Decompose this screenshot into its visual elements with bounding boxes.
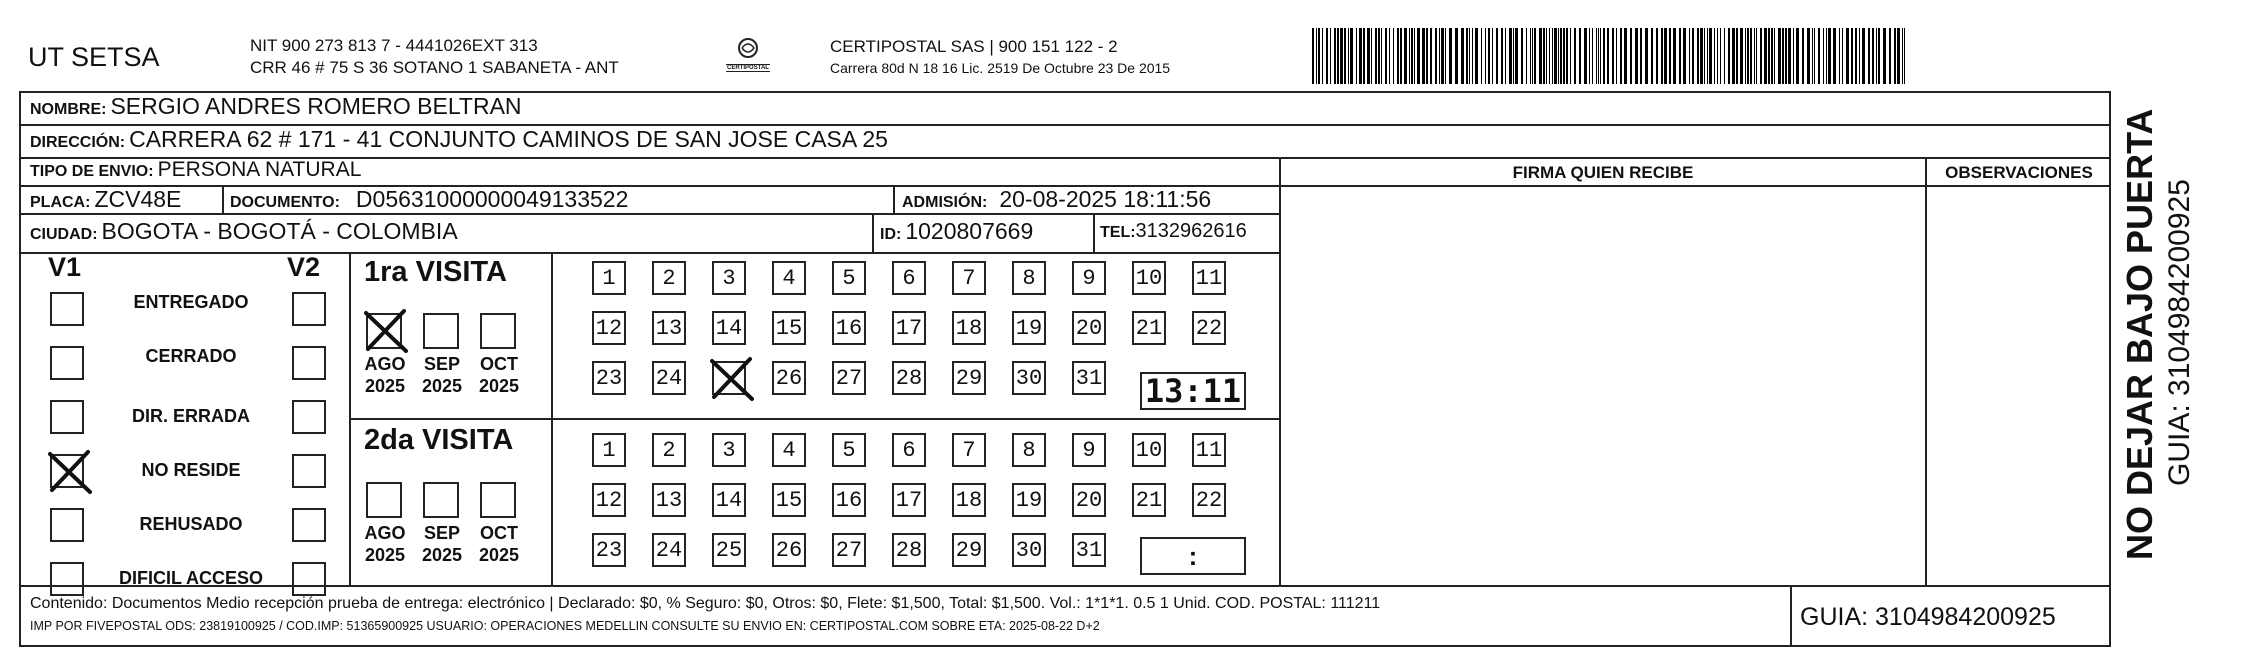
- day-box[interactable]: [1192, 433, 1226, 467]
- day-number: 11: [1195, 266, 1223, 291]
- day-box[interactable]: [712, 533, 746, 567]
- day-box[interactable]: [712, 261, 746, 295]
- day-box[interactable]: [892, 433, 926, 467]
- ciudad-label: CIUDAD:: [30, 226, 98, 243]
- day-number: 29: [955, 366, 983, 391]
- day-number: 23: [595, 366, 623, 391]
- day-number: 21: [1135, 488, 1163, 513]
- status-label: DIFICIL ACCESO: [118, 568, 263, 588]
- day-box[interactable]: [952, 433, 986, 467]
- nombre-label: NOMBRE:: [30, 101, 107, 118]
- visita1-time-box: [1140, 372, 1246, 410]
- day-number: 16: [835, 488, 863, 513]
- month-checkbox[interactable]: [423, 313, 459, 349]
- day-box[interactable]: [1132, 433, 1166, 467]
- tel-label: TEL:: [1100, 224, 1136, 241]
- day-box[interactable]: [1012, 311, 1046, 345]
- day-box[interactable]: [712, 361, 746, 395]
- day-box[interactable]: [952, 261, 986, 295]
- day-box[interactable]: [892, 483, 926, 517]
- visita2-time: :: [1188, 541, 1198, 571]
- day-box[interactable]: [1132, 311, 1166, 345]
- placa-row: [30, 186, 181, 213]
- day-box[interactable]: [892, 533, 926, 567]
- day-box[interactable]: [952, 483, 986, 517]
- certipostal-logo-icon: [733, 36, 763, 62]
- day-number: 4: [782, 438, 796, 463]
- documento-value: D05631000000049133522: [355, 186, 629, 212]
- day-number: 10: [1135, 266, 1163, 291]
- day-box[interactable]: [1012, 433, 1046, 467]
- day-box[interactable]: [772, 533, 806, 567]
- visita2-title: 2da VISITA: [364, 424, 514, 456]
- status-label: CERRADO: [145, 346, 237, 366]
- day-number: 3: [722, 266, 736, 291]
- day-number: 21: [1135, 316, 1163, 341]
- v1-checkbox[interactable]: [50, 292, 84, 326]
- day-box[interactable]: [712, 311, 746, 345]
- day-number: 1: [602, 438, 616, 463]
- observaciones-header: OBSERVACIONES: [1945, 163, 2093, 182]
- day-number: 22: [1195, 488, 1223, 513]
- v1-label: V1: [48, 252, 82, 282]
- day-number: 7: [962, 438, 976, 463]
- day-box[interactable]: [1072, 433, 1106, 467]
- day-box[interactable]: [592, 261, 626, 295]
- day-number: 9: [1082, 438, 1096, 463]
- day-box[interactable]: [652, 483, 686, 517]
- day-box[interactable]: [1012, 361, 1046, 395]
- day-number: 22: [1195, 316, 1223, 341]
- v1-checkbox[interactable]: [50, 508, 84, 542]
- direccion-label: DIRECCIÓN:: [30, 134, 126, 151]
- day-box[interactable]: [652, 433, 686, 467]
- day-number: 19: [1015, 316, 1043, 341]
- month-label: SEP: [423, 523, 461, 543]
- day-number: 24: [655, 366, 683, 391]
- placa-label: PLACA:: [30, 194, 91, 211]
- day-box[interactable]: [652, 311, 686, 345]
- day-number: 26: [775, 538, 803, 563]
- id-row: [880, 218, 1033, 245]
- direccion-value: CARRERA 62 # 171 - 41 CONJUNTO CAMINOS DE SAN JOSE CASA 25: [129, 126, 888, 152]
- day-number: 17: [895, 316, 923, 341]
- day-number: 17: [895, 488, 923, 513]
- day-number: 23: [595, 538, 623, 563]
- day-box[interactable]: [832, 533, 866, 567]
- month-checkbox[interactable]: [366, 313, 402, 349]
- id-value: 1020807669: [905, 218, 1034, 244]
- v2-checkbox[interactable]: [292, 346, 326, 380]
- v2-label: V2: [287, 252, 321, 282]
- day-number: 27: [835, 538, 863, 563]
- day-number: 19: [1015, 488, 1043, 513]
- day-number: 27: [835, 366, 863, 391]
- day-number: 25: [715, 538, 743, 563]
- day-number: 28: [895, 366, 923, 391]
- day-number: 4: [782, 266, 796, 291]
- day-number: 29: [955, 538, 983, 563]
- day-number: 18: [955, 488, 983, 513]
- month-label: OCT: [480, 523, 518, 543]
- month-checkbox[interactable]: [366, 482, 402, 518]
- day-number: 8: [1022, 438, 1036, 463]
- v2-checkbox[interactable]: [292, 454, 326, 488]
- day-box[interactable]: [832, 483, 866, 517]
- direccion-row: [30, 126, 888, 153]
- day-box[interactable]: [832, 311, 866, 345]
- day-box[interactable]: [652, 361, 686, 395]
- v1-checkbox[interactable]: [50, 346, 84, 380]
- day-number: 13: [655, 316, 683, 341]
- day-number: 5: [842, 266, 856, 291]
- day-box[interactable]: [832, 433, 866, 467]
- tipo-row: [30, 158, 361, 182]
- day-box[interactable]: [1192, 311, 1226, 345]
- documento-row: [230, 186, 628, 213]
- month-checkbox[interactable]: [423, 482, 459, 518]
- v2-checkbox[interactable]: [292, 292, 326, 326]
- day-number: 8: [1022, 266, 1036, 291]
- day-number: 2: [662, 266, 676, 291]
- day-number: 12: [595, 316, 623, 341]
- status-label: DIR. ERRADA: [131, 406, 250, 426]
- month-checkbox[interactable]: [480, 313, 516, 349]
- id-label: ID:: [880, 226, 902, 243]
- barcode-icon: [1312, 28, 1910, 84]
- day-number: 5: [842, 438, 856, 463]
- footer-impresion: IMP POR FIVEPOSTAL ODS: 23819100925 / COD.IMP: 51365900925 USUARIO: OPERACIONES MEDELLIN CONSULTE SU ENVIO EN: CERTIPOSTAL.COM SOBRE ETA: 2025-08-22 D+2: [30, 619, 1100, 633]
- tel-value: 3132962616: [1135, 220, 1247, 242]
- admision-value: 20-08-2025 18:11:56: [999, 186, 1212, 212]
- year-label: 2025: [421, 545, 463, 565]
- nombre-value: SERGIO ANDRES ROMERO BELTRAN: [110, 93, 522, 119]
- day-box[interactable]: [772, 261, 806, 295]
- certipostal-logo: [726, 36, 770, 84]
- month-label: AGO: [364, 354, 406, 374]
- day-box[interactable]: [832, 361, 866, 395]
- day-number: 1: [602, 266, 616, 291]
- day-number: 9: [1082, 266, 1096, 291]
- ciudad-value: BOGOTA - BOGOTÁ - COLOMBIA: [101, 218, 458, 244]
- day-box[interactable]: [1072, 483, 1106, 517]
- day-number: 2: [662, 438, 676, 463]
- day-number: 11: [1195, 438, 1223, 463]
- nombre-row: [30, 93, 522, 120]
- day-box[interactable]: [1012, 483, 1046, 517]
- day-number: 7: [962, 266, 976, 291]
- day-number: 12: [595, 488, 623, 513]
- status-label: ENTREGADO: [133, 292, 249, 312]
- day-number: 6: [902, 438, 916, 463]
- day-box[interactable]: [1192, 261, 1226, 295]
- year-label: 2025: [478, 545, 520, 565]
- v1-checkbox[interactable]: [50, 400, 84, 434]
- month-checkbox[interactable]: [480, 482, 516, 518]
- no-dejar-text: NO DEJAR BAJO PUERTA: [2119, 108, 2160, 560]
- year-label: 2025: [364, 545, 406, 565]
- day-number: 16: [835, 316, 863, 341]
- day-number: 3: [722, 438, 736, 463]
- day-box[interactable]: [652, 533, 686, 567]
- day-box[interactable]: [592, 433, 626, 467]
- status-label: REHUSADO: [139, 514, 243, 534]
- firma-header: FIRMA QUIEN RECIBE: [1512, 163, 1694, 182]
- admision-label: ADMISIÓN:: [902, 194, 988, 211]
- day-box[interactable]: [1072, 533, 1106, 567]
- nit-line: NIT 900 273 813 7 - 4441026EXT 313: [250, 36, 538, 55]
- day-number: 20: [1075, 488, 1103, 513]
- day-box[interactable]: [952, 533, 986, 567]
- day-box[interactable]: [712, 433, 746, 467]
- day-box[interactable]: [1072, 261, 1106, 295]
- day-number: 28: [895, 538, 923, 563]
- day-box[interactable]: [772, 311, 806, 345]
- company-name: UT SETSA: [28, 42, 160, 72]
- day-box[interactable]: [1072, 361, 1106, 395]
- footer-contenido: Contenido: Documentos Medio recepción prueba de entrega: electrónico | Declarado: $0, % Seguro: $0, Otros: $0, Flete: $1,500, Total: $1,500. Vol.: 1*1*1. 0.5 1 Unid. COD. POSTAL: 111211: [30, 595, 1381, 612]
- placa-value: ZCV48E: [94, 186, 182, 212]
- day-box[interactable]: [832, 261, 866, 295]
- day-box[interactable]: [592, 311, 626, 345]
- visita2-time-box: [1140, 537, 1246, 575]
- year-label: 2025: [364, 376, 406, 396]
- day-box[interactable]: [1012, 533, 1046, 567]
- day-number: 20: [1075, 316, 1103, 341]
- day-number: 31: [1075, 366, 1103, 391]
- side-warning: [2118, 108, 2198, 560]
- tipo-value: PERSONA NATURAL: [157, 158, 362, 181]
- tel-row: [1100, 220, 1247, 243]
- v2-checkbox[interactable]: [292, 400, 326, 434]
- day-box[interactable]: [592, 533, 626, 567]
- day-box[interactable]: [1072, 311, 1106, 345]
- day-box[interactable]: [892, 311, 926, 345]
- tipo-label: TIPO DE ENVIO:: [30, 163, 154, 180]
- side-guia-text: GUIA: 3104984200925: [2163, 179, 2196, 486]
- day-number: 18: [955, 316, 983, 341]
- day-box[interactable]: [1132, 483, 1166, 517]
- documento-label: DOCUMENTO:: [230, 194, 340, 211]
- day-number: 6: [902, 266, 916, 291]
- day-number: 26: [775, 366, 803, 391]
- v1-checkbox[interactable]: [50, 454, 84, 488]
- day-number: 15: [775, 488, 803, 513]
- day-box[interactable]: [1012, 261, 1046, 295]
- day-number: 13: [655, 488, 683, 513]
- day-number: 24: [655, 538, 683, 563]
- day-number: 10: [1135, 438, 1163, 463]
- day-number: 14: [715, 316, 743, 341]
- year-label: 2025: [478, 376, 520, 396]
- day-box[interactable]: [592, 361, 626, 395]
- day-box[interactable]: [1132, 261, 1166, 295]
- day-box[interactable]: [772, 361, 806, 395]
- day-number: 14: [715, 488, 743, 513]
- visita1-title: 1ra VISITA: [364, 256, 507, 288]
- certipostal-address: Carrera 80d N 18 16 Lic. 2519 De Octubre 23 De 2015: [830, 60, 1171, 76]
- day-box[interactable]: [772, 433, 806, 467]
- admision-row: [902, 186, 1211, 213]
- month-label: OCT: [480, 354, 518, 374]
- status-label: NO RESIDE: [141, 460, 241, 480]
- day-box[interactable]: [772, 483, 806, 517]
- address-line: CRR 46 # 75 S 36 SOTANO 1 SABANETA - ANT: [250, 58, 619, 77]
- day-number: 30: [1015, 538, 1043, 563]
- visita1-time: 13:11: [1144, 372, 1242, 410]
- month-label: SEP: [423, 354, 461, 374]
- footer-guia: GUIA: 3104984200925: [1800, 603, 2056, 631]
- day-number: 30: [1015, 366, 1043, 391]
- logo-text: CERTIPOSTAL: [727, 65, 769, 71]
- day-box[interactable]: [712, 483, 746, 517]
- year-label: 2025: [421, 376, 463, 396]
- day-box[interactable]: [892, 361, 926, 395]
- v1-checkbox[interactable]: [50, 562, 84, 596]
- day-box[interactable]: [592, 483, 626, 517]
- day-box[interactable]: [952, 361, 986, 395]
- ciudad-row: [30, 218, 458, 245]
- v2-checkbox[interactable]: [292, 562, 326, 596]
- day-box[interactable]: [652, 261, 686, 295]
- day-box[interactable]: [1192, 483, 1226, 517]
- month-label: AGO: [364, 523, 406, 543]
- certipostal-line: CERTIPOSTAL SAS | 900 151 122 - 2: [830, 37, 1118, 56]
- day-number: 15: [775, 316, 803, 341]
- day-number: 31: [1075, 538, 1103, 563]
- v2-checkbox[interactable]: [292, 508, 326, 542]
- day-box[interactable]: [952, 311, 986, 345]
- day-box[interactable]: [892, 261, 926, 295]
